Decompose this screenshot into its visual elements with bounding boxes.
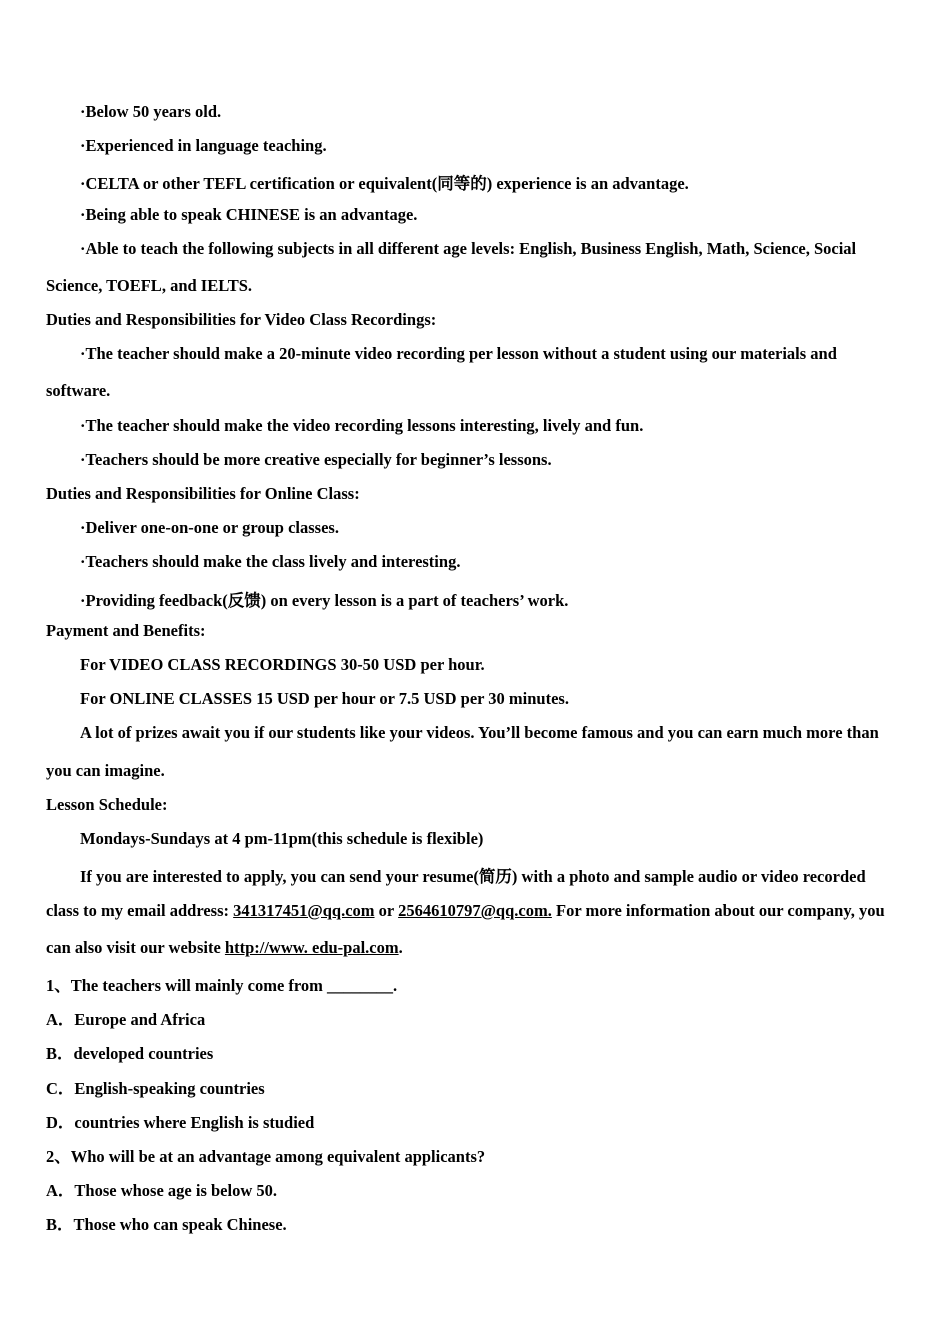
requirement-item: ·Able to teach the following subjects in all different age levels: English, Business English, Math, Science, Social	[80, 239, 857, 258]
question-stem: 1、The teachers will mainly come from ________.	[46, 976, 398, 995]
apply-text: class to my email address:	[46, 901, 234, 920]
answer-option-c: C．English-speaking countries	[46, 1079, 265, 1098]
answer-option-b: B．developed countries	[46, 1044, 214, 1063]
requirement-item: ·Experienced in language teaching.	[80, 136, 327, 155]
requirement-item-continued: Science, TOEFL, and IELTS.	[46, 276, 253, 295]
question-stem: 2、Who will be at an advantage among equivalent applicants?	[46, 1147, 486, 1166]
payment-item: For VIDEO CLASS RECORDINGS 30-50 USD per hour.	[80, 655, 485, 674]
answer-option-a: A．Those whose age is below 50.	[46, 1181, 278, 1200]
duty-item-continued: software.	[46, 381, 111, 400]
apply-paragraph-line3	[46, 938, 403, 958]
payment-item: For ONLINE CLASSES 15 USD per hour or 7.5 USD per 30 minutes.	[80, 689, 569, 708]
payment-paragraph: A lot of prizes await you if our students like your videos. You’ll become famous and you can earn much more than	[80, 723, 879, 742]
duty-item: ·The teacher should make a 20-minute video recording per lesson without a student using our materials and	[80, 344, 837, 363]
section-heading-schedule: Lesson Schedule:	[46, 795, 168, 814]
requirement-item: ·CELTA or other TEFL certification or equivalent(同等的) experience is an advantage.	[80, 174, 689, 193]
apply-text: .	[398, 938, 403, 957]
duty-item: ·Teachers should make the class lively and interesting.	[80, 552, 461, 571]
apply-paragraph-line2	[46, 901, 885, 921]
section-heading-payment: Payment and Benefits:	[46, 621, 206, 640]
apply-text: or	[374, 901, 399, 920]
apply-text: For more information about our company, you	[551, 901, 885, 920]
answer-option-b: B．Those who can speak Chinese.	[46, 1215, 287, 1234]
duty-item: ·Providing feedback(反馈) on every lesson is a part of teachers’ work.	[80, 591, 569, 610]
apply-text: can also visit our website	[46, 938, 225, 957]
section-heading-online-duties: Duties and Responsibilities for Online Class:	[46, 484, 360, 503]
answer-option-d: D．countries where English is studied	[46, 1113, 315, 1132]
website-link[interactable]: http://www. edu-pal.com	[224, 938, 399, 957]
payment-paragraph-continued: you can imagine.	[46, 761, 165, 780]
section-heading-video-duties: Duties and Responsibilities for Video Class Recordings:	[46, 310, 437, 329]
answer-option-a: A．Europe and Africa	[46, 1010, 206, 1029]
email-link-2[interactable]: 2564610797@qq.com.	[398, 901, 552, 920]
duty-item: ·Teachers should be more creative especially for beginner’s lessons.	[80, 450, 552, 469]
requirement-item: ·Being able to speak CHINESE is an advantage.	[80, 205, 418, 224]
schedule-text: Mondays-Sundays at 4 pm-11pm(this schedule is flexible)	[80, 829, 484, 848]
email-link-1[interactable]: 341317451@qq.com	[233, 901, 375, 920]
apply-paragraph: If you are interested to apply, you can send your resume(简历) with a photo and sample audio or video recorded	[80, 867, 866, 886]
duty-item: ·The teacher should make the video recording lessons interesting, lively and fun.	[80, 416, 644, 435]
requirement-item: ·Below 50 years old.	[80, 102, 222, 121]
duty-item: ·Deliver one-on-one or group classes.	[80, 518, 339, 537]
